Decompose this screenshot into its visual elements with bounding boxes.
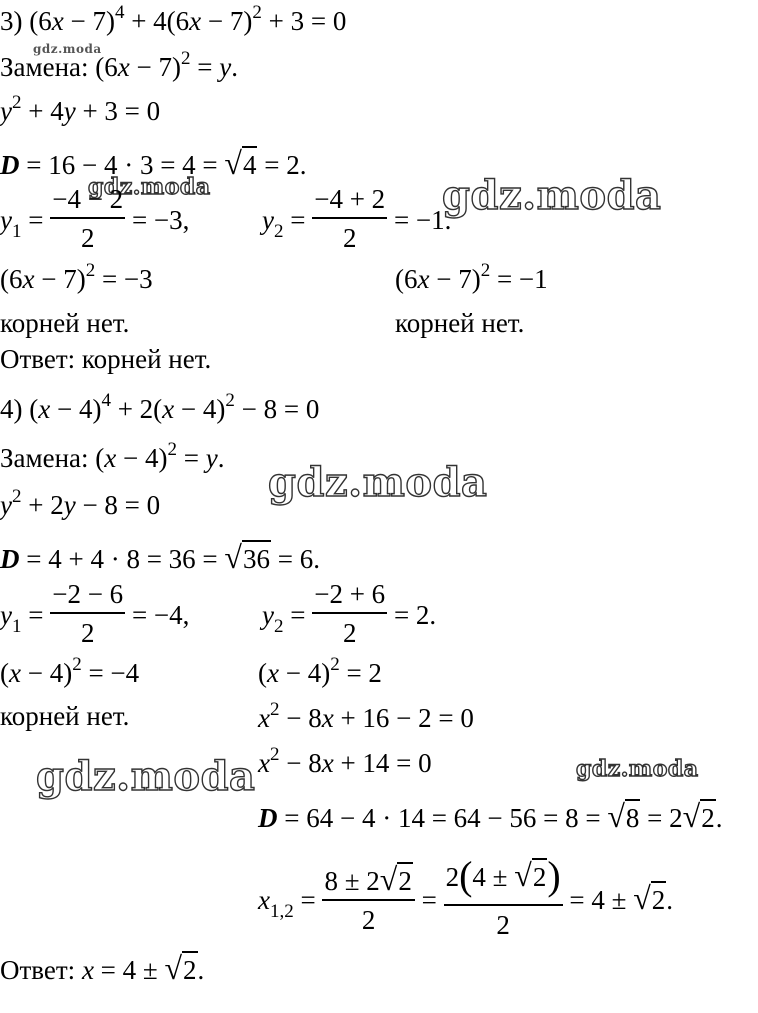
p3-number: 3) [0,6,23,36]
watermark: gdz.moda [268,459,488,506]
p3-answer: Ответ: корней нет. [0,344,212,374]
p3-case-2: $(6x - 7)^2 = -1$ [395,260,548,294]
p4-equation: 4) $(x - 4)^4 + 2(x - 4)^2 - 8 = 0$ [0,390,320,424]
watermark: gdz.moda [442,172,662,219]
p4-no-roots: корней нет. [0,701,130,731]
p4-quadratic: $y^2 + 2y - 8 = 0$ [0,486,161,520]
p3-quadratic: $y^2 + 4y + 3 = 0$ [0,92,161,126]
p4-discriminant: D = 4 + 4 · 8 = 36 = √36 = 6. [0,539,320,575]
p4-answer-label: Ответ: [0,955,76,985]
p4-discriminant-2: D = 64 − 4 · 14 = 64 − 56 = 8 = √8 = 2√2. [258,798,723,834]
p4-root-y1: $y_1$ = $\frac{-2 - 6}{2}$ = −4, [0,579,190,648]
p4-number: 4) [0,394,23,424]
p4-simplified: $x^2 - 8x + 14 = 0$ [258,744,432,778]
p4-case-1: $(x - 4)^2 = -4$ [0,654,140,688]
p3-no-roots-1: корней нет. [0,308,130,338]
p4-zamena-label: Замена: [0,443,89,473]
p3-discriminant: D = 16 − 4 · 3 = 4 = √4 = 2. [0,145,307,181]
p4-case-2: $(x - 4)^2 = 2$ [258,654,382,688]
p3-roots-y: $y_1$ = $\frac{-4 - 2}{2}$ = −3, [0,184,190,253]
p4-roots-x: $x_{1,2}$ = $\frac{8 \pm 2√2}{2}$ = $\frac{2(4 \pm √2)}{2}$ = 4 ± √2. [258,852,673,940]
watermark-small: gdz.moda [33,42,102,56]
p3-zamena-label: Замена: [0,52,89,82]
p3-equation: 3) $(6x - 7)^4 + 4(6x - 7)^2 + 3 = 0$ [0,2,347,36]
p3-no-roots-2: корней нет. [395,308,525,338]
p4-expand: $x^2 - 8x + 16 - 2 = 0$ [258,699,474,733]
p3-case-1: $(6x - 7)^2 = -3$ [0,260,153,294]
watermark: gdz.moda [88,174,211,200]
watermark: gdz.moda [576,756,699,782]
p3-substitution: Замена: $(6x - 7)^2 = y$. [0,48,238,82]
p3-root-y2: $y_2$ = $\frac{-4 + 2}{2}$ = −1. [262,184,452,253]
p4-root-y2: $y_2$ = $\frac{-2 + 6}{2}$ = 2. [262,579,437,648]
p4-substitution: Замена: $(x - 4)^2 = y$. [0,439,225,473]
watermark: gdz.moda [36,753,256,800]
p4-answer: Ответ: x = 4 ± √2. [0,950,205,986]
